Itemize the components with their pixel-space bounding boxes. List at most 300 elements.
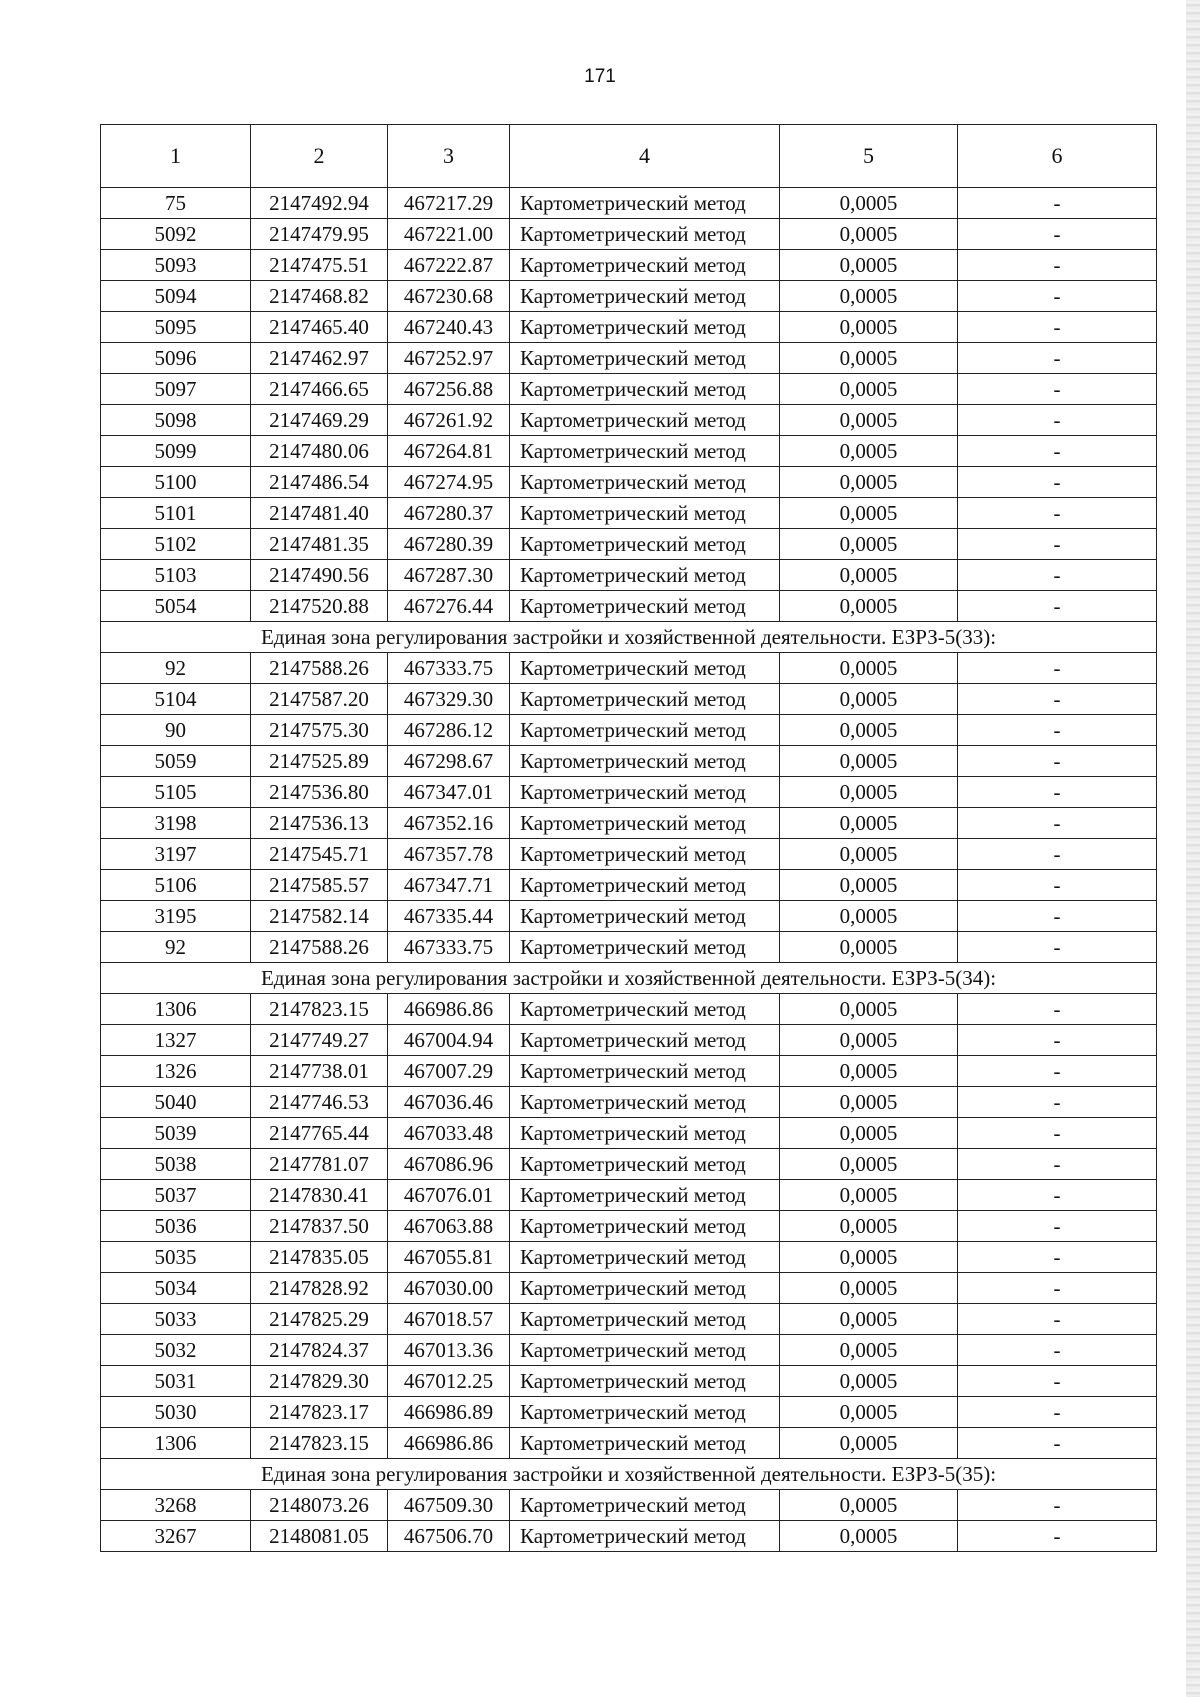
table-row	[101, 1056, 1157, 1087]
x-coordinate-cell: 2147828.92	[251, 1273, 388, 1304]
header-cell-5: 5	[780, 125, 958, 188]
note-cell: -	[958, 870, 1157, 901]
accuracy-cell: 0,0005	[780, 1521, 958, 1552]
accuracy-cell: 0,0005	[780, 1056, 958, 1087]
x-coordinate-cell: 2147738.01	[251, 1056, 388, 1087]
method-cell: Картометрический метод	[510, 1366, 780, 1397]
method-cell: Картометрический метод	[510, 1025, 780, 1056]
note-cell: -	[958, 467, 1157, 498]
point-number-cell: 5098	[101, 405, 251, 436]
method-cell: Картометрический метод	[510, 932, 780, 963]
note-cell: -	[958, 1242, 1157, 1273]
point-number-cell: 5039	[101, 1118, 251, 1149]
table-row	[101, 312, 1157, 343]
method-cell: Картометрический метод	[510, 901, 780, 932]
accuracy-cell: 0,0005	[780, 1211, 958, 1242]
y-coordinate-cell: 467217.29	[388, 188, 510, 219]
x-coordinate-cell: 2147479.95	[251, 219, 388, 250]
y-coordinate-cell: 467287.30	[388, 560, 510, 591]
note-cell: -	[958, 1087, 1157, 1118]
accuracy-cell: 0,0005	[780, 1335, 958, 1366]
method-cell: Картометрический метод	[510, 1087, 780, 1118]
y-coordinate-cell: 467329.30	[388, 684, 510, 715]
x-coordinate-cell: 2147536.80	[251, 777, 388, 808]
accuracy-cell: 0,0005	[780, 653, 958, 684]
table-row	[101, 746, 1157, 777]
note-cell: -	[958, 1149, 1157, 1180]
point-number-cell: 92	[101, 932, 251, 963]
y-coordinate-cell: 467274.95	[388, 467, 510, 498]
note-cell: -	[958, 1366, 1157, 1397]
point-number-cell: 5106	[101, 870, 251, 901]
point-number-cell: 5059	[101, 746, 251, 777]
table-row	[101, 808, 1157, 839]
method-cell: Картометрический метод	[510, 1397, 780, 1428]
accuracy-cell: 0,0005	[780, 1180, 958, 1211]
accuracy-cell: 0,0005	[780, 343, 958, 374]
table-row	[101, 405, 1157, 436]
accuracy-cell: 0,0005	[780, 994, 958, 1025]
method-cell: Картометрический метод	[510, 777, 780, 808]
x-coordinate-cell: 2147824.37	[251, 1335, 388, 1366]
header-cell-2: 2	[251, 125, 388, 188]
point-number-cell: 3267	[101, 1521, 251, 1552]
note-cell: -	[958, 591, 1157, 622]
accuracy-cell: 0,0005	[780, 808, 958, 839]
y-coordinate-cell: 467506.70	[388, 1521, 510, 1552]
table-row	[101, 1366, 1157, 1397]
x-coordinate-cell: 2148073.26	[251, 1490, 388, 1521]
table-row	[101, 1397, 1157, 1428]
method-cell: Картометрический метод	[510, 746, 780, 777]
note-cell: -	[958, 1025, 1157, 1056]
point-number-cell: 5036	[101, 1211, 251, 1242]
x-coordinate-cell: 2147830.41	[251, 1180, 388, 1211]
method-cell: Картометрический метод	[510, 653, 780, 684]
point-number-cell: 5101	[101, 498, 251, 529]
x-coordinate-cell: 2147486.54	[251, 467, 388, 498]
accuracy-cell: 0,0005	[780, 560, 958, 591]
accuracy-cell: 0,0005	[780, 374, 958, 405]
coordinates-table	[100, 124, 1157, 1552]
x-coordinate-cell: 2148081.05	[251, 1521, 388, 1552]
x-coordinate-cell: 2147837.50	[251, 1211, 388, 1242]
zone-section-row	[101, 622, 1157, 653]
accuracy-cell: 0,0005	[780, 1490, 958, 1521]
x-coordinate-cell: 2147536.13	[251, 808, 388, 839]
point-number-cell: 75	[101, 188, 251, 219]
x-coordinate-cell: 2147781.07	[251, 1149, 388, 1180]
accuracy-cell: 0,0005	[780, 498, 958, 529]
accuracy-cell: 0,0005	[780, 1118, 958, 1149]
y-coordinate-cell: 467352.16	[388, 808, 510, 839]
method-cell: Картометрический метод	[510, 839, 780, 870]
method-cell: Картометрический метод	[510, 1242, 780, 1273]
y-coordinate-cell: 467357.78	[388, 839, 510, 870]
note-cell: -	[958, 1428, 1157, 1459]
y-coordinate-cell: 467280.39	[388, 529, 510, 560]
point-number-cell: 3198	[101, 808, 251, 839]
x-coordinate-cell: 2147823.15	[251, 1428, 388, 1459]
table-row	[101, 932, 1157, 963]
scan-edge	[1186, 0, 1200, 1697]
y-coordinate-cell: 467036.46	[388, 1087, 510, 1118]
x-coordinate-cell: 2147492.94	[251, 188, 388, 219]
note-cell: -	[958, 715, 1157, 746]
method-cell: Картометрический метод	[510, 870, 780, 901]
method-cell: Картометрический метод	[510, 250, 780, 281]
method-cell: Картометрический метод	[510, 1304, 780, 1335]
x-coordinate-cell: 2147835.05	[251, 1242, 388, 1273]
point-number-cell: 5038	[101, 1149, 251, 1180]
y-coordinate-cell: 467347.01	[388, 777, 510, 808]
method-cell: Картометрический метод	[510, 529, 780, 560]
accuracy-cell: 0,0005	[780, 684, 958, 715]
y-coordinate-cell: 467276.44	[388, 591, 510, 622]
accuracy-cell: 0,0005	[780, 281, 958, 312]
table-row	[101, 994, 1157, 1025]
point-number-cell: 5094	[101, 281, 251, 312]
y-coordinate-cell: 467033.48	[388, 1118, 510, 1149]
page-number: 171	[584, 66, 616, 87]
y-coordinate-cell: 467280.37	[388, 498, 510, 529]
accuracy-cell: 0,0005	[780, 405, 958, 436]
y-coordinate-cell: 467221.00	[388, 219, 510, 250]
x-coordinate-cell: 2147588.26	[251, 653, 388, 684]
note-cell: -	[958, 436, 1157, 467]
accuracy-cell: 0,0005	[780, 1304, 958, 1335]
y-coordinate-cell: 467012.25	[388, 1366, 510, 1397]
table-row	[101, 684, 1157, 715]
x-coordinate-cell: 2147746.53	[251, 1087, 388, 1118]
method-cell: Картометрический метод	[510, 219, 780, 250]
table-row	[101, 870, 1157, 901]
point-number-cell: 5034	[101, 1273, 251, 1304]
table-row	[101, 250, 1157, 281]
table-row	[101, 1211, 1157, 1242]
table-row	[101, 839, 1157, 870]
y-coordinate-cell: 467013.36	[388, 1335, 510, 1366]
y-coordinate-cell: 467256.88	[388, 374, 510, 405]
y-coordinate-cell: 467007.29	[388, 1056, 510, 1087]
y-coordinate-cell: 467264.81	[388, 436, 510, 467]
point-number-cell: 5104	[101, 684, 251, 715]
table-row	[101, 529, 1157, 560]
accuracy-cell: 0,0005	[780, 1428, 958, 1459]
point-number-cell: 5102	[101, 529, 251, 560]
accuracy-cell: 0,0005	[780, 870, 958, 901]
method-cell: Картометрический метод	[510, 715, 780, 746]
point-number-cell: 5100	[101, 467, 251, 498]
table-row	[101, 1428, 1157, 1459]
header-row	[101, 125, 1157, 188]
method-cell: Картометрический метод	[510, 436, 780, 467]
point-number-cell: 5097	[101, 374, 251, 405]
y-coordinate-cell: 467055.81	[388, 1242, 510, 1273]
point-number-cell: 5096	[101, 343, 251, 374]
note-cell: -	[958, 1211, 1157, 1242]
zone-section-title: Единая зона регулирования застройки и хозяйственной деятельности. ЕЗРЗ-5(34):	[101, 963, 1157, 994]
x-coordinate-cell: 2147587.20	[251, 684, 388, 715]
note-cell: -	[958, 529, 1157, 560]
note-cell: -	[958, 1273, 1157, 1304]
point-number-cell: 92	[101, 653, 251, 684]
y-coordinate-cell: 467230.68	[388, 281, 510, 312]
x-coordinate-cell: 2147525.89	[251, 746, 388, 777]
x-coordinate-cell: 2147582.14	[251, 901, 388, 932]
y-coordinate-cell: 467333.75	[388, 653, 510, 684]
point-number-cell: 3197	[101, 839, 251, 870]
note-cell: -	[958, 312, 1157, 343]
note-cell: -	[958, 250, 1157, 281]
point-number-cell: 5033	[101, 1304, 251, 1335]
method-cell: Картометрический метод	[510, 994, 780, 1025]
point-number-cell: 5092	[101, 219, 251, 250]
y-coordinate-cell: 467076.01	[388, 1180, 510, 1211]
note-cell: -	[958, 1397, 1157, 1428]
note-cell: -	[958, 901, 1157, 932]
point-number-cell: 5037	[101, 1180, 251, 1211]
y-coordinate-cell: 467240.43	[388, 312, 510, 343]
point-number-cell: 3195	[101, 901, 251, 932]
point-number-cell: 90	[101, 715, 251, 746]
accuracy-cell: 0,0005	[780, 932, 958, 963]
x-coordinate-cell: 2147825.29	[251, 1304, 388, 1335]
method-cell: Картометрический метод	[510, 1149, 780, 1180]
y-coordinate-cell: 466986.86	[388, 994, 510, 1025]
accuracy-cell: 0,0005	[780, 777, 958, 808]
zone-section-row	[101, 963, 1157, 994]
point-number-cell: 5099	[101, 436, 251, 467]
accuracy-cell: 0,0005	[780, 1273, 958, 1304]
x-coordinate-cell: 2147829.30	[251, 1366, 388, 1397]
x-coordinate-cell: 2147545.71	[251, 839, 388, 870]
point-number-cell: 1326	[101, 1056, 251, 1087]
table-row	[101, 188, 1157, 219]
y-coordinate-cell: 467018.57	[388, 1304, 510, 1335]
x-coordinate-cell: 2147490.56	[251, 560, 388, 591]
x-coordinate-cell: 2147469.29	[251, 405, 388, 436]
y-coordinate-cell: 466986.89	[388, 1397, 510, 1428]
method-cell: Картометрический метод	[510, 374, 780, 405]
method-cell: Картометрический метод	[510, 1180, 780, 1211]
point-number-cell: 5093	[101, 250, 251, 281]
table-row	[101, 1242, 1157, 1273]
method-cell: Картометрический метод	[510, 808, 780, 839]
y-coordinate-cell: 467063.88	[388, 1211, 510, 1242]
table-row	[101, 467, 1157, 498]
method-cell: Картометрический метод	[510, 281, 780, 312]
table-row	[101, 219, 1157, 250]
point-number-cell: 1306	[101, 1428, 251, 1459]
accuracy-cell: 0,0005	[780, 467, 958, 498]
accuracy-cell: 0,0005	[780, 591, 958, 622]
x-coordinate-cell: 2147481.35	[251, 529, 388, 560]
table-row	[101, 1118, 1157, 1149]
table-row	[101, 1521, 1157, 1552]
accuracy-cell: 0,0005	[780, 219, 958, 250]
accuracy-cell: 0,0005	[780, 715, 958, 746]
note-cell: -	[958, 684, 1157, 715]
y-coordinate-cell: 467286.12	[388, 715, 510, 746]
note-cell: -	[958, 839, 1157, 870]
note-cell: -	[958, 1180, 1157, 1211]
note-cell: -	[958, 374, 1157, 405]
x-coordinate-cell: 2147466.65	[251, 374, 388, 405]
point-number-cell: 1306	[101, 994, 251, 1025]
accuracy-cell: 0,0005	[780, 1149, 958, 1180]
note-cell: -	[958, 994, 1157, 1025]
note-cell: -	[958, 1118, 1157, 1149]
point-number-cell: 5035	[101, 1242, 251, 1273]
accuracy-cell: 0,0005	[780, 436, 958, 467]
x-coordinate-cell: 2147468.82	[251, 281, 388, 312]
method-cell: Картометрический метод	[510, 498, 780, 529]
x-coordinate-cell: 2147585.57	[251, 870, 388, 901]
x-coordinate-cell: 2147765.44	[251, 1118, 388, 1149]
table-row	[101, 1335, 1157, 1366]
header-cell-6: 6	[958, 125, 1157, 188]
x-coordinate-cell: 2147749.27	[251, 1025, 388, 1056]
note-cell: -	[958, 653, 1157, 684]
x-coordinate-cell: 2147475.51	[251, 250, 388, 281]
method-cell: Картометрический метод	[510, 1428, 780, 1459]
note-cell: -	[958, 1056, 1157, 1087]
accuracy-cell: 0,0005	[780, 312, 958, 343]
y-coordinate-cell: 467335.44	[388, 901, 510, 932]
method-cell: Картометрический метод	[510, 1056, 780, 1087]
table-row	[101, 1490, 1157, 1521]
y-coordinate-cell: 467004.94	[388, 1025, 510, 1056]
header-cell-4: 4	[510, 125, 780, 188]
y-coordinate-cell: 467347.71	[388, 870, 510, 901]
header-cell-1: 1	[101, 125, 251, 188]
accuracy-cell: 0,0005	[780, 1087, 958, 1118]
note-cell: -	[958, 777, 1157, 808]
method-cell: Картометрический метод	[510, 1211, 780, 1242]
method-cell: Картометрический метод	[510, 405, 780, 436]
y-coordinate-cell: 467086.96	[388, 1149, 510, 1180]
table-row	[101, 901, 1157, 932]
point-number-cell: 5095	[101, 312, 251, 343]
x-coordinate-cell: 2147823.15	[251, 994, 388, 1025]
x-coordinate-cell: 2147480.06	[251, 436, 388, 467]
point-number-cell: 5032	[101, 1335, 251, 1366]
table-row	[101, 436, 1157, 467]
accuracy-cell: 0,0005	[780, 1242, 958, 1273]
point-number-cell: 5105	[101, 777, 251, 808]
method-cell: Картометрический метод	[510, 1335, 780, 1366]
accuracy-cell: 0,0005	[780, 1366, 958, 1397]
table-body	[101, 188, 1157, 1552]
note-cell: -	[958, 932, 1157, 963]
note-cell: -	[958, 1521, 1157, 1552]
accuracy-cell: 0,0005	[780, 839, 958, 870]
method-cell: Картометрический метод	[510, 684, 780, 715]
table-header	[101, 125, 1157, 188]
table-row	[101, 653, 1157, 684]
method-cell: Картометрический метод	[510, 1118, 780, 1149]
note-cell: -	[958, 808, 1157, 839]
point-number-cell: 3268	[101, 1490, 251, 1521]
method-cell: Картометрический метод	[510, 1490, 780, 1521]
note-cell: -	[958, 746, 1157, 777]
table-row	[101, 343, 1157, 374]
method-cell: Картометрический метод	[510, 1521, 780, 1552]
x-coordinate-cell: 2147520.88	[251, 591, 388, 622]
point-number-cell: 5031	[101, 1366, 251, 1397]
note-cell: -	[958, 1335, 1157, 1366]
y-coordinate-cell: 467222.87	[388, 250, 510, 281]
method-cell: Картометрический метод	[510, 343, 780, 374]
table-row	[101, 560, 1157, 591]
method-cell: Картометрический метод	[510, 188, 780, 219]
method-cell: Картометрический метод	[510, 467, 780, 498]
note-cell: -	[958, 405, 1157, 436]
table-row	[101, 1304, 1157, 1335]
x-coordinate-cell: 2147823.17	[251, 1397, 388, 1428]
table-row	[101, 1180, 1157, 1211]
table-row	[101, 1273, 1157, 1304]
point-number-cell: 5040	[101, 1087, 251, 1118]
note-cell: -	[958, 281, 1157, 312]
table-row	[101, 591, 1157, 622]
note-cell: -	[958, 498, 1157, 529]
note-cell: -	[958, 560, 1157, 591]
accuracy-cell: 0,0005	[780, 250, 958, 281]
accuracy-cell: 0,0005	[780, 188, 958, 219]
note-cell: -	[958, 1304, 1157, 1335]
point-number-cell: 5030	[101, 1397, 251, 1428]
method-cell: Картометрический метод	[510, 312, 780, 343]
note-cell: -	[958, 188, 1157, 219]
note-cell: -	[958, 343, 1157, 374]
zone-section-title: Единая зона регулирования застройки и хозяйственной деятельности. ЕЗРЗ-5(33):	[101, 622, 1157, 653]
accuracy-cell: 0,0005	[780, 901, 958, 932]
x-coordinate-cell: 2147588.26	[251, 932, 388, 963]
y-coordinate-cell: 467252.97	[388, 343, 510, 374]
method-cell: Картометрический метод	[510, 560, 780, 591]
method-cell: Картометрический метод	[510, 591, 780, 622]
y-coordinate-cell: 467509.30	[388, 1490, 510, 1521]
point-number-cell: 5103	[101, 560, 251, 591]
header-cell-3: 3	[388, 125, 510, 188]
x-coordinate-cell: 2147465.40	[251, 312, 388, 343]
method-cell: Картометрический метод	[510, 1273, 780, 1304]
x-coordinate-cell: 2147481.40	[251, 498, 388, 529]
table-row	[101, 1087, 1157, 1118]
table-row	[101, 715, 1157, 746]
accuracy-cell: 0,0005	[780, 1397, 958, 1428]
accuracy-cell: 0,0005	[780, 1025, 958, 1056]
accuracy-cell: 0,0005	[780, 529, 958, 560]
note-cell: -	[958, 219, 1157, 250]
note-cell: -	[958, 1490, 1157, 1521]
y-coordinate-cell: 467298.67	[388, 746, 510, 777]
y-coordinate-cell: 467333.75	[388, 932, 510, 963]
table-row	[101, 374, 1157, 405]
table-row	[101, 1149, 1157, 1180]
point-number-cell: 5054	[101, 591, 251, 622]
table-row	[101, 281, 1157, 312]
table-row	[101, 498, 1157, 529]
accuracy-cell: 0,0005	[780, 746, 958, 777]
zone-section-row	[101, 1459, 1157, 1490]
x-coordinate-cell: 2147462.97	[251, 343, 388, 374]
table-row	[101, 1025, 1157, 1056]
y-coordinate-cell: 467261.92	[388, 405, 510, 436]
zone-section-title: Единая зона регулирования застройки и хозяйственной деятельности. ЕЗРЗ-5(35):	[101, 1459, 1157, 1490]
